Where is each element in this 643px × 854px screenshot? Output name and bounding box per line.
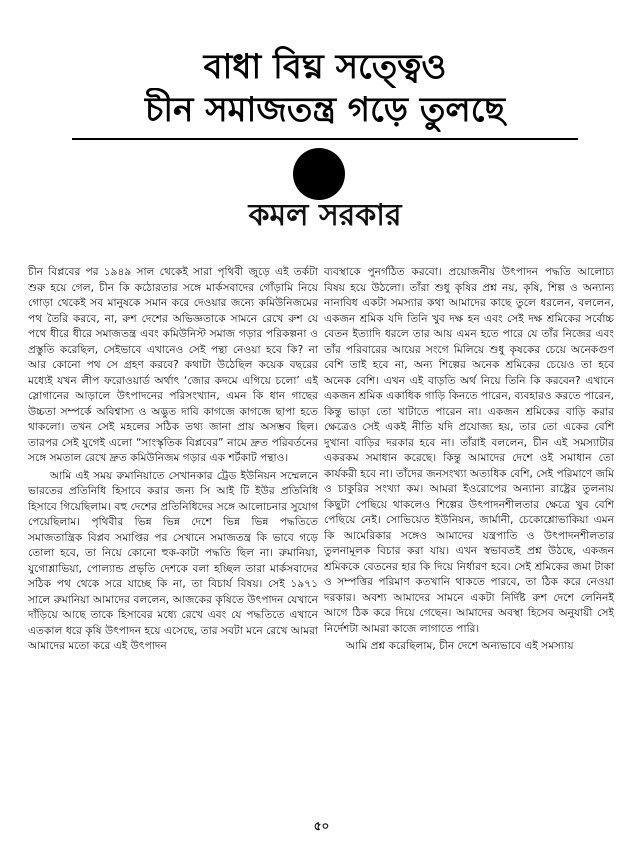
title-divider [72,138,578,140]
left-paragraph-1: চীন বিপ্লবের পর ১৯৪৯ সাল থেকেই সারা পৃথিবী জুড়ে এই তর্কটা শুরু হয়ে গেল, চীন কি কঠোরতার সঙ্গে মার্কসবাদের গোঁড়ামি নিয়ে গোড়া থেকেই সব মানুষকে সমান করে দেওয়ার জন্যে কমিউনিজমের পথ তৈরি করবে, না, রুশ দেশের অভিজ্ঞতাকে সামনে রেখে রুশ যে পথে ধীরে ধীরে সমাজতন্ত্র এবং কমিউনিস্ট সমাজ গড়ার পরিকল্পনা ও প্রস্তুতি করেছিল, সেইভাবে এখানেও সেই পন্থা নেওয়া হবে কি? না আর কোনো পথ সে গ্রহণ করবে? কথাটা উঠেছিল কয়েক বছরের মধ্যেই যখন লীপ ফরোওয়ার্ড অর্থাৎ ‘জোর কদমে এগিয়ে চলো’ এই স্লোগানের আড়ালে উৎপাদনের পরিসংখ্যান, এমন কি ধান গাছের উচ্চতা সম্পর্কে অবিশ্বাস্য ও অদ্ভুত দাবি কাগজে কাগজে ছাপা হতে থাকলো। তখন সেই মহলের সঠিক তথ্য জানা প্রায় অসম্ভব ছিল। তারপর সেই যুগেই এলো “সাংস্কৃতিক বিপ্লবের” নামে দ্রুত পরিবর্তনের সঙ্গে সমতাল রেখে দ্রুত কমিউনিজম গড়ার এক শর্টকাট পন্থাও। [28,266,318,464]
author-name: কমল সরকার [248,198,402,233]
right-column [324,265,614,655]
bullet-ornament-icon [293,148,345,200]
left-paragraph-2: আমি এই সময় রুমানিয়াতে সেখানকার ট্রেড ইউনিয়ন সম্মেলনে ভারতের প্রতিনিধি হিসাবে করার জন্য সি আই টি ইউর প্রতিনিধি হিসাবে গিয়েছিলাম। বহু দেশের প্রতিনিধিদের সঙ্গে আলোচনার সুযোগ পেয়েছিলাম। পৃথিবীর ভিন্ন ভিন্ন দেশে ভিন্ন ভিন্ন পদ্ধতিতে সমাজতান্ত্রিক বিপ্লব সমাপ্তির পর সেখানে সমাজতন্ত্র কি ভাবে গড়ে তোলা হবে, তা নিয়ে কোনো হুক-কাটা পদ্ধতি ছিল না। রুমানিয়া, যুগোশ্লাভিয়া, পোল্যান্ড প্রভৃতি দেশকে বলা হচ্ছিল তারা মার্কসবাদের সঠিক পথ থেকে সরে যাচ্ছে কি না, তা বিচার্য বিষয়। সেই ১৯৭১ সালে রুমানিয়া আমাদের বললেন, আজকের কৃষিতে উৎপাদন যেখানে দাঁড়িয়ে আছে তাকে হিসাবের মধ্যে রেখে এবং যে পদ্ধতিতে এখানে এতকাল ধরে কৃষি উৎপাদন হয়ে এসেছে, তার সবটা মনে রেখে আমরা আমাদের মতো করে এই উৎপাদন [28,469,318,652]
article-title-line-1: বাধা বিঘ্ন সত্ত্বেও [203,47,447,87]
page-number: ৫০ [313,819,330,833]
left-column [28,265,318,655]
article-title-line-2: চীন সমাজতন্ত্র গড়ে তুলছে [145,90,505,130]
right-paragraph-2: আমি প্রশ্ন করেছিলাম, চীন দেশে অন্যভাবে এই সমস্যায় [346,640,574,652]
right-paragraph-1: ব্যবস্থাকে পুনর্গঠিত করবো। প্রয়োজনীয় উৎপাদন পদ্ধতি আলোচ্য বিষয় হয়ে উঠলো। তাঁরা শুধু কৃষির প্রশ্ন নয়, কৃষি, শিল্প ও অন্যান্য নানাবিধ একটা সমস্যার কথা আমাদের কাছে তুলে ধরলেন, বললেন, একজন শ্রমিক যদি তিনি খুব দক্ষ হন এবং সেই দক্ষ শ্রমিকের সর্বোচ্চ বেতন ইত্যাদি ধরলে তার আয় এমন হতে পারে যে তাঁর নিজের এবং তাঁর পরিবারের আয়ের সংগে মিলিয়ে শুধু কৃষকের চেয়ে অনেকগুণ বেশি তাই হবে না, অন্য শিল্পের অনেক শ্রমিকের চেয়েও তা হবে অনেক বেশি। এখন এই বাড়তি অর্থ নিয়ে তিনি কি করবেন? এখানে একজন শ্রমিক একাধিক গাড়ি কিনতে পারেন, ব্যবহারও করতে পারেন, কিন্তু ভাড়া তো খাটাতে পারেন না। একজন শ্রমিকের বাড়ি করার ক্ষেত্রেও সেই একই নীতি যদি প্রযোজ্য হয়, তার তো একের বেশি দুখানা বাড়ির দরকার হবে না। তাঁরাই বললেন, চীন এই সমস্যাটার একরকম সমাধান করেছে। কিন্তু আমাদের দেশে ওই সমাধান তো কার্যকরী হবে না। তাঁদের জনসংখ্যা অত্যধিক বেশি, সেই পরিমাণে জমি ও চাকুরির সংখ্যা কম। আমরা ইওরোপের অন্যান্য রাষ্ট্রের তুলনায় কিছুটা পেছিয়ে থাকলেও শিল্পের উৎপাদনশীলতার ক্ষেত্রে খুব বেশি পেছিয়ে নেই। সোভিয়েত ইউনিয়ন, জার্মানী, চেকোশ্লোভাকিয়া এমন কি আমেরিকার সঙ্গেও আমাদের যন্ত্রপাতি ও উৎপাদনশীলতার তুলনামূলক বিচার করা যায়। এখন স্বভাবতই প্রশ্ন উঠছে, একজন শ্রমিককে বেতনের হার কি দিয়ে নির্ধারণ হবে। সেই শ্রমিকের জমা টাকা ও সম্পত্তির পরিমাণ কতখানি থাকতে পারবে, তা ঠিক করে নেওয়া দরকার। অবশ্য আমাদের সামনে একটা নির্দিষ্ট রুশ দেশে লেনিনই আগে ঠিক করে দিয়ে গেছেন। আমাদের অবস্থা হিসেব অনুযায়ী সেই নির্দেশটা আমরা কাজে লাগাতে পারি। [324,266,614,635]
